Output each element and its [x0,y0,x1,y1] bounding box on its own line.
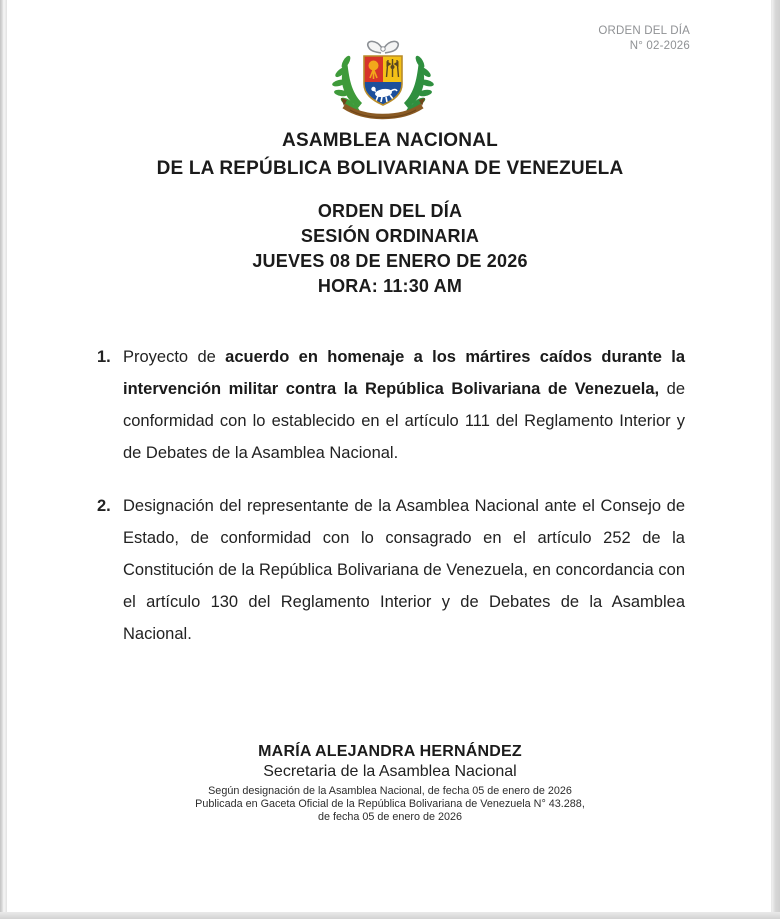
agenda-item-2 [97,490,685,650]
designation-note-line1: Según designación de la Asamblea Nacional, de fecha 05 de enero de 2026 [208,785,572,797]
document-reference [598,24,690,54]
meta-session-date: JUEVES 08 DE ENERO DE 2026 [252,251,528,271]
reference-number: N° 02-2026 [629,40,690,52]
agenda-item-1-text-bold: acuerdo en homenaje a los mártires caídos durante la intervención militar contra la República Bolivariana de Venezuela, [123,348,685,398]
institution-title [0,127,780,183]
agenda-item-1 [97,341,685,469]
institution-title-line2: DE LA REPÚBLICA BOLIVARIANA DE VENEZUELA [156,158,624,179]
reference-title: ORDEN DEL DÍA [598,25,690,37]
agenda-item-1-text [123,348,685,462]
designation-note-line2: Publicada en Gaceta Oficial de la República Bolivariana de Venezuela N° 43.288, [195,798,585,810]
secretary-name: MARÍA ALEJANDRA HERNÁNDEZ [258,743,522,760]
agenda-item-1-text-regular-start: Proyecto de [123,348,226,366]
designation-note-line3: de fecha 05 de enero de 2026 [317,811,463,823]
meta-order-title: ORDEN DEL DÍA [317,201,463,221]
signature-block [0,742,780,824]
designation-notes [0,785,780,824]
venezuela-coat-of-arms-icon [320,36,446,128]
agenda-item-2-number: 2. [97,497,111,515]
agenda-item-2-text [123,497,685,643]
agenda-item-2-text-regular: Designación del representante de la Asamblea Nacional ante el Consejo de Estado, de conformidad con lo consagrado en el artículo 252 de la Constitución de la República Bolivariana de Venezuela, en concordancia con el artículo 130 del Reglamento Interior y de Debates de la Asamblea Nacional. [123,497,685,643]
agenda-list [97,341,685,671]
session-meta [0,199,780,299]
institution-title-line1: ASAMBLEA NACIONAL [282,130,498,151]
agenda-item-1-number: 1. [97,348,111,366]
meta-session-type: SESIÓN ORDINARIA [300,226,480,246]
agenda-item-1-text-regular-end: de conformidad con lo establecido en el artículo 111 del Reglamento Interior y de Debates de la Asamblea Nacional. [123,380,685,462]
meta-session-time: HORA: 11:30 AM [317,276,463,296]
scan-edge-bottom [0,912,780,919]
secretary-role: Secretaria de la Asamblea Nacional [263,763,517,780]
